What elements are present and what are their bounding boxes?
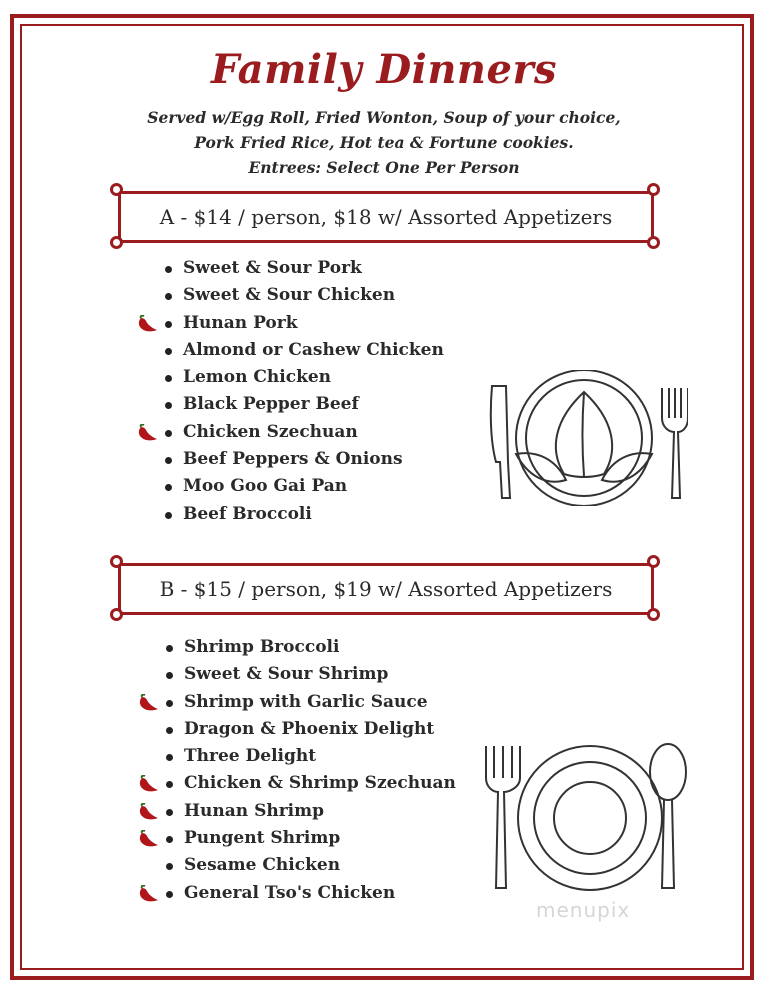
chili-pepper-icon [137,803,159,821]
section-a-list [162,255,444,528]
menu-item [162,473,444,500]
section-a-heading [118,191,654,243]
menu-item [162,282,444,309]
banner-b-dot-bl [110,608,123,621]
banner-a-dot-bl [110,236,123,249]
menu-item-name: General Tso's Chicken [184,882,396,903]
menu-item-name: Chicken Szechuan [183,421,358,442]
menu-item-name: Sweet & Sour Chicken [183,285,396,306]
menu-item [163,798,456,825]
bullet-icon [166,781,173,788]
plate-leaf-cutlery-icon [486,370,688,506]
menu-item-name: Three Delight [184,746,317,767]
bullet-icon [166,672,173,679]
menu-item [163,770,456,797]
bullet-icon [166,863,173,870]
bullet-icon [165,293,172,300]
bullet-icon [165,348,172,355]
chili-pepper-icon [136,424,158,442]
bullet-icon [166,754,173,761]
banner-b-dot-tl [110,555,123,568]
menu-item-name: Lemon Chicken [183,367,332,388]
section-b-list [163,634,456,907]
chili-pepper-icon [136,315,158,333]
bullet-icon [165,375,172,382]
bullet-icon [165,430,172,437]
bullet-icon [165,512,172,519]
menu-item [162,364,444,391]
bullet-icon [166,727,173,734]
menu-item [163,825,456,852]
menu-item [162,337,444,364]
bullet-icon [165,457,172,464]
subtitle-line-1: Served w/Egg Roll, Fried Wonton, Soup of your choice, [147,108,621,127]
section-b-heading-text: B - $15 / person, $19 w/ Assorted Appetizers [159,577,613,601]
page-title: Family Dinners [210,46,558,93]
menu-item [162,391,444,418]
menu-item-name: Sweet & Sour Shrimp [184,664,389,685]
bullet-icon [166,891,173,898]
menu-item-name: Shrimp with Garlic Sauce [184,691,428,712]
menu-item-name: Chicken & Shrimp Szechuan [184,773,456,794]
menu-item-name: Sesame Chicken [184,855,341,876]
menu-item [162,419,444,446]
menu-item-name: Almond or Cashew Chicken [183,339,444,360]
menu-item [163,661,456,688]
bullet-icon [165,266,172,273]
menu-item [163,743,456,770]
menu-item [163,689,456,716]
banner-a-dot-br [647,236,660,249]
menu-item [163,716,456,743]
menu-item-name: Moo Goo Gai Pan [183,476,348,497]
section-b-heading [118,563,654,615]
bullet-icon [166,645,173,652]
subtitle-line-2: Pork Fried Rice, Hot tea & Fortune cookies. [194,133,574,152]
menu-item-name: Dragon & Phoenix Delight [184,718,435,739]
chili-pepper-icon [137,775,159,793]
menu-item-name: Beef Peppers & Onions [183,449,403,470]
bullet-icon [165,321,172,328]
chili-pepper-icon [137,694,159,712]
chili-pepper-icon [137,830,159,848]
menu-item-name: Hunan Pork [183,312,298,333]
section-a-heading-text: A - $14 / person, $18 w/ Assorted Appetizers [159,205,613,229]
menu-item [163,852,456,879]
menu-item [162,310,444,337]
menu-item-name: Beef Broccoli [183,503,312,524]
menu-item [163,634,456,661]
banner-a-dot-tl [110,183,123,196]
plate-fork-spoon-icon [484,742,690,892]
subtitle-line-3: Entrees: Select One Per Person [248,158,520,177]
chili-pepper-icon [137,885,159,903]
banner-b-dot-tr [647,555,660,568]
menu-item-name: Sweet & Sour Pork [183,258,362,278]
watermark: menupix [536,898,631,922]
banner-b-dot-br [647,608,660,621]
menu-item-name: Black Pepper Beef [183,394,359,415]
bullet-icon [165,484,172,491]
menu-item [162,501,444,528]
banner-a-dot-tr [647,183,660,196]
bullet-icon [166,809,173,816]
menu-item [163,880,456,907]
menu-item-name: Pungent Shrimp [184,828,341,849]
menu-item [162,446,444,473]
bullet-icon [165,402,172,409]
bullet-icon [166,700,173,707]
menu-item [162,255,444,282]
menu-item-name: Shrimp Broccoli [184,637,340,657]
menu-item-name: Hunan Shrimp [184,800,325,821]
bullet-icon [166,836,173,843]
